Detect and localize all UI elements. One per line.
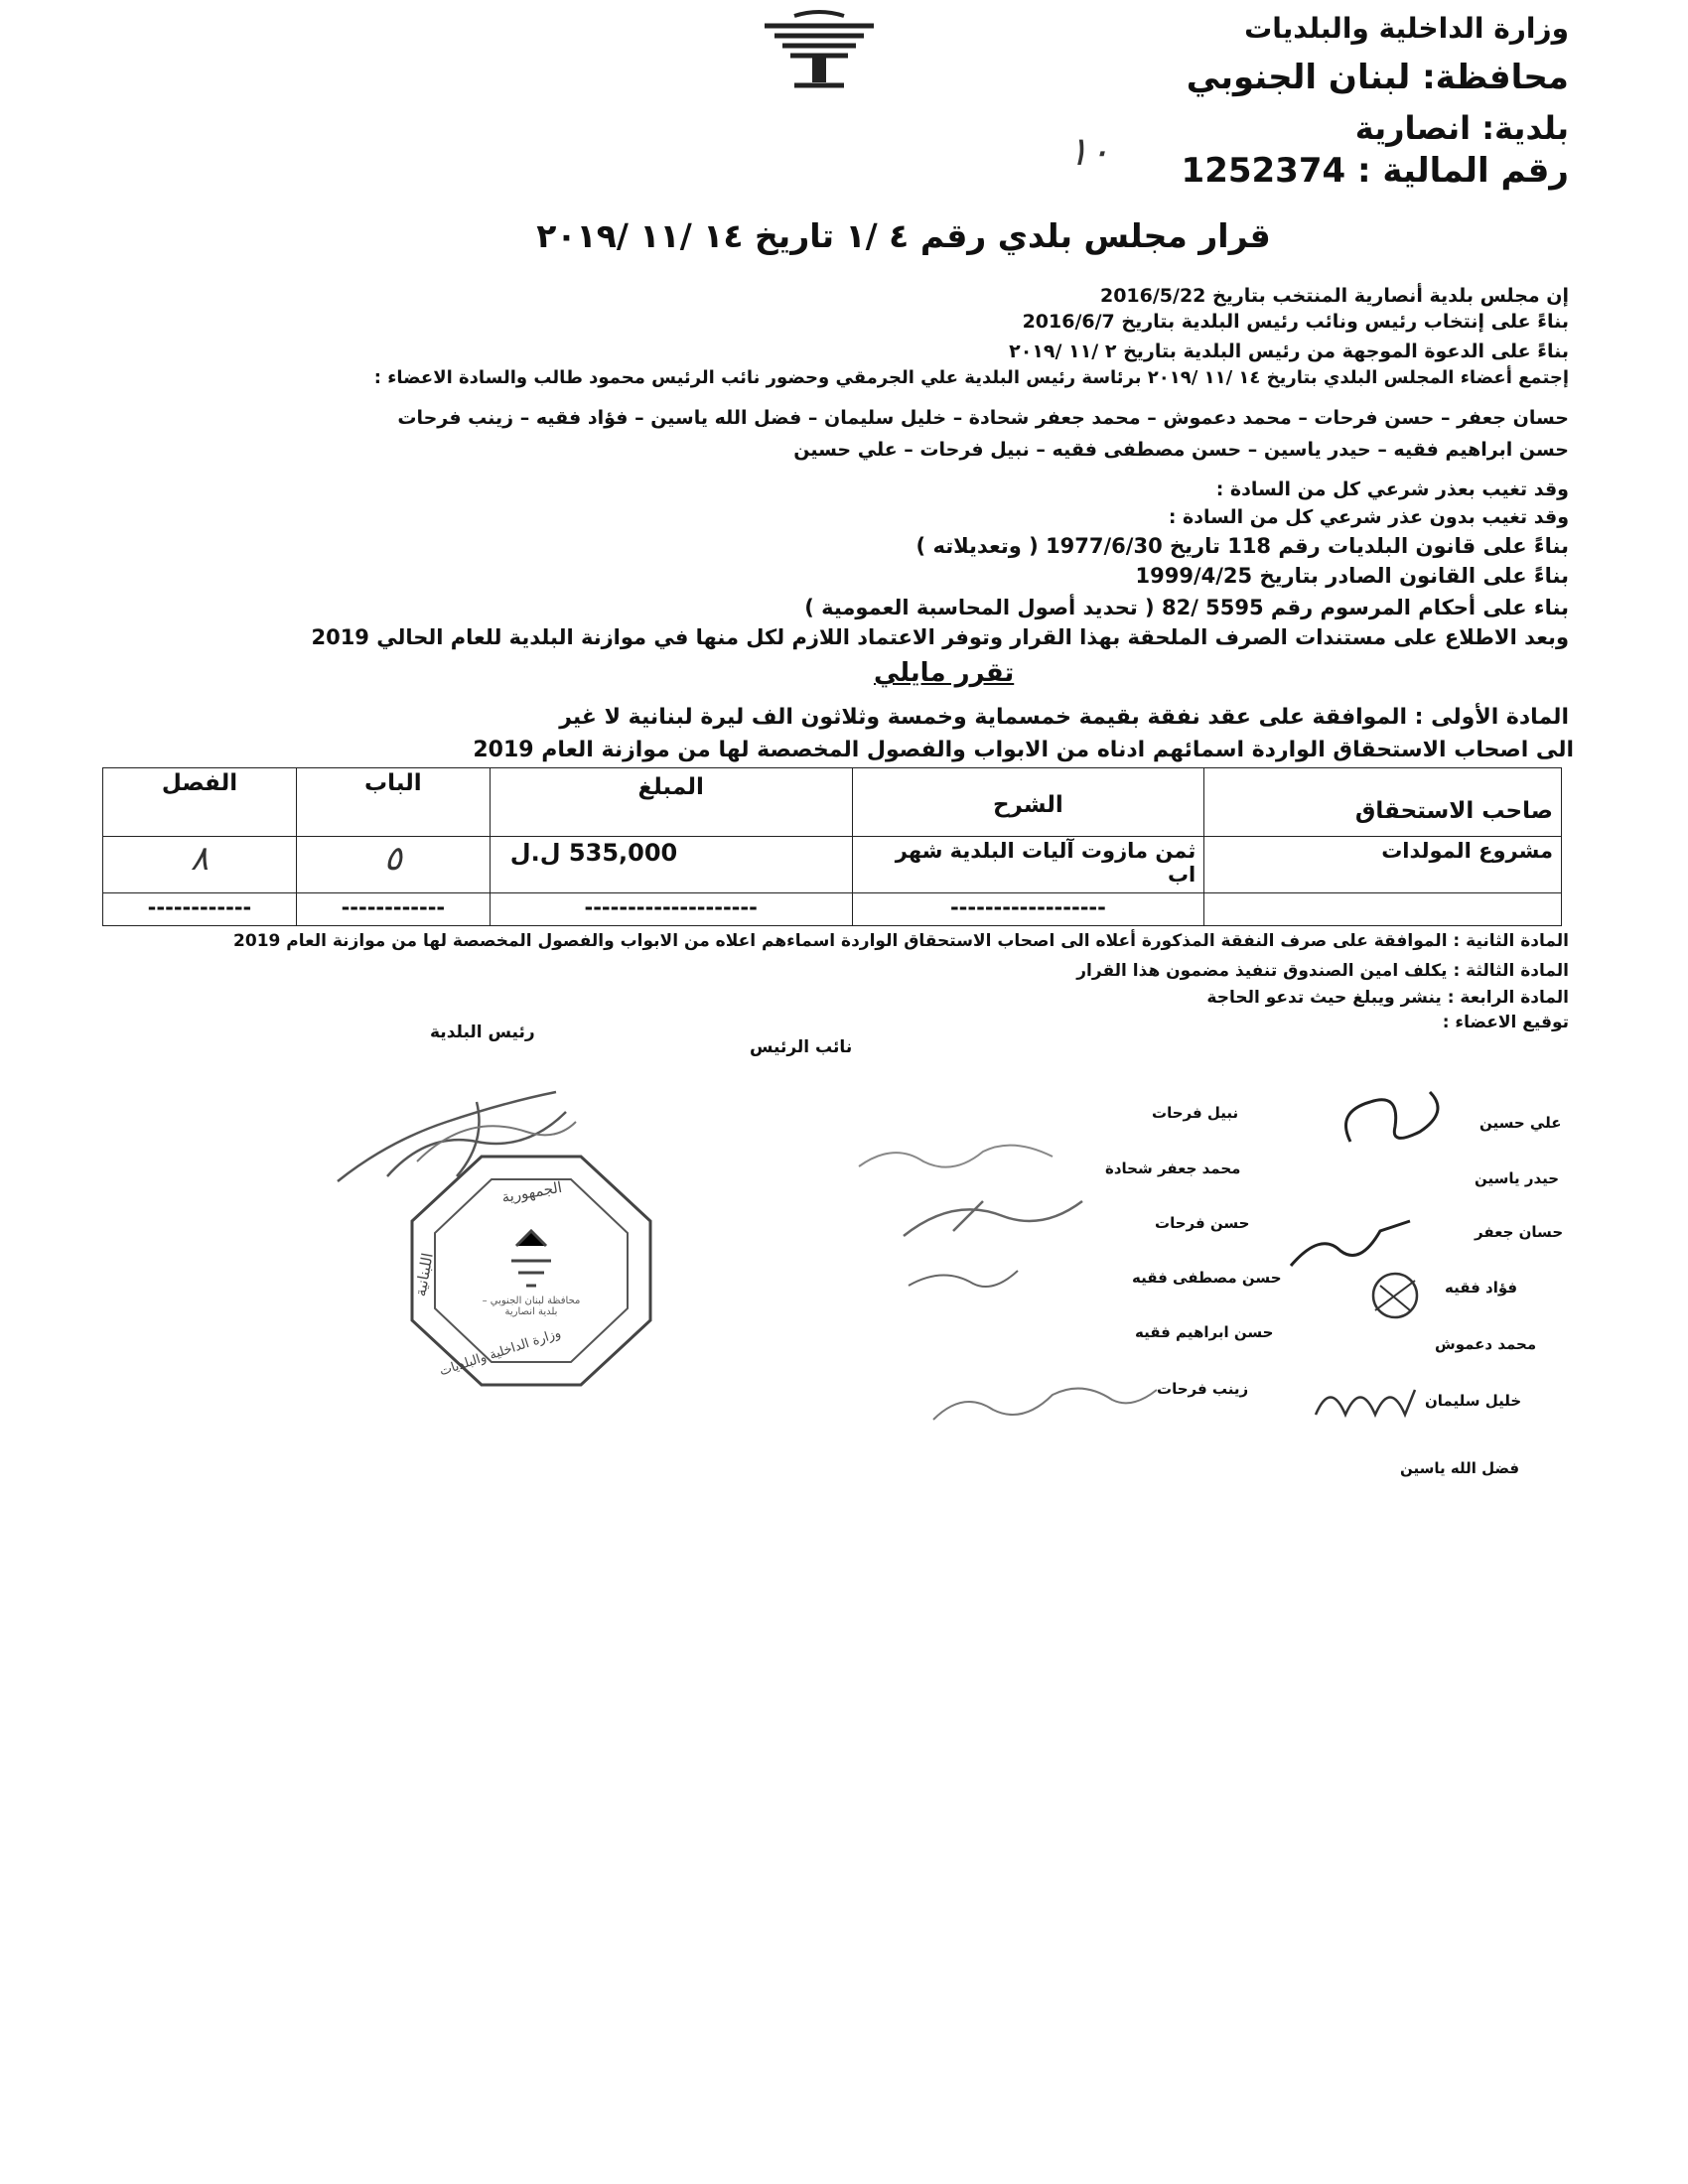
stamp-top-text: الجمهورية (499, 1177, 564, 1207)
article-4: المادة الرابعة : ينشر ويبلغ حيث تدعو الحاجة (1206, 988, 1569, 1008)
table-row (103, 837, 1562, 893)
municipality-name: بلدية: انصارية (1354, 109, 1569, 147)
decision-title: قرار مجلس بلدي رقم ٤ /١ تاريخ ١٤ /١١ /٢٠١٩ (536, 216, 1271, 255)
preamble-line: بناء على أحكام المرسوم رقم 5595 /82 ( تحديد أصول المحاسبة العمومية ) (804, 596, 1569, 619)
preamble-line: وقد تغيب بعذر شرعي كل من السادة : (1215, 478, 1569, 500)
deputy-label: نائب الرئيس (750, 1037, 853, 1057)
stamp-bottom-text: وزارة الداخلية والبلديات (437, 1325, 563, 1380)
cell-amount: -------------------- (490, 893, 852, 926)
signatory-name: حيدر ياسين (1475, 1169, 1560, 1187)
cell-beneficiary (1204, 893, 1562, 926)
signatory-name: حسن مصطفى فقيه (1132, 1269, 1282, 1287)
preamble-line: بناءً على القانون الصادر بتاريخ 1999/4/25 (1135, 564, 1569, 588)
table-header-row (103, 768, 1562, 837)
preamble-line: وبعد الاطلاع على مستندات الصرف الملحقة بهذا القرار وتوفر الاعتماد اللازم لكل منها في موازنة البلدية للعام الحالي 2019 (311, 625, 1569, 649)
header-beneficiary: صاحب الاستحقاق (1204, 768, 1562, 837)
signatory-name: نبيل فرحات (1152, 1104, 1239, 1122)
cell-chapter: ------------ (296, 893, 490, 926)
finance-number: رقم المالية : 1252374 (1181, 151, 1569, 191)
stamp-left-text: اللبنانية (411, 1251, 437, 1298)
governorate-name: محافظة: لبنان الجنوبي (1186, 58, 1569, 97)
stamp-center-text: محافظة لبنان الجنوبي – بلدية انصارية (482, 1296, 581, 1317)
signatory-name: حسن ابراهيم فقيه (1135, 1323, 1274, 1341)
header-section: الفصل (103, 768, 297, 837)
table-row (103, 893, 1562, 926)
article-1-line: المادة الأولى : الموافقة على عقد نفقة بقيمة خمسماية وخمسة وثلاثون الف ليرة لبنانية لا غير (559, 705, 1569, 730)
header-description: الشرح (852, 768, 1204, 837)
signatory-name: حسن فرحات (1155, 1214, 1250, 1232)
signatory-name: فؤاد فقيه (1445, 1279, 1518, 1297)
cedar-emblem-icon (755, 8, 884, 92)
signatory-name: فضل الله ياسين (1400, 1459, 1520, 1477)
cell-amount: 535,000 ل.ل (490, 837, 852, 893)
signature-mark (1331, 1082, 1460, 1152)
signature-mark (854, 1132, 1072, 1181)
cell-section: ٨ (103, 837, 297, 893)
cell-beneficiary: مشروع المولدات (1204, 837, 1562, 893)
preamble-line: بناءً على إنتخاب رئيس ونائب رئيس البلدية بتاريخ 2016/6/7 (1022, 311, 1569, 333)
signatory-name: محمد دعموش (1435, 1335, 1537, 1353)
preamble-line: حسن ابراهيم فقيه – حيدر ياسين – حسن مصطفى فقيه – نبيل فرحات – علي حسين (793, 439, 1569, 461)
preamble-line: بناءً على الدعوة الموجهة من رئيس البلدية بتاريخ ٢ /١١ /٢٠١٩ (1009, 341, 1569, 362)
signature-mark (894, 1186, 1092, 1246)
preamble-line: إن مجلس بلدية أنصارية المنتخب بتاريخ 2016/5/22 (1099, 285, 1569, 307)
mayor-label: رئيس البلدية (430, 1023, 535, 1042)
signature-mark (1311, 1375, 1420, 1425)
article-3: المادة الثالثة : يكلف امين الصندوق تنفيذ مضمون هذا القرار (1076, 961, 1569, 981)
cell-description: ------------------ (852, 893, 1204, 926)
preamble-line: بناءً على قانون البلديات رقم 118 تاريخ 1977/6/30 ( وتعديلاته ) (915, 534, 1569, 558)
header-amount: المبلغ (490, 768, 852, 837)
signatory-name: محمد جعفر شحادة (1105, 1160, 1241, 1177)
article-2: المادة الثانية : الموافقة على صرف النفقة المذكورة أعلاه الى اصحاب الاستحقاق الواردة اسماءهم اعلاه من الابواب والفصول المخصصة لها من موازنة العام 2019 (233, 931, 1569, 951)
signature-mark (904, 1256, 1023, 1296)
decides-heading: تقرر مايلي (874, 658, 1015, 688)
header-chapter: الباب (296, 768, 490, 837)
ministry-name: وزارة الداخلية والبلديات (1244, 12, 1569, 45)
members-signature-label: توقيع الاعضاء : (1442, 1013, 1569, 1032)
cell-section: ------------ (103, 893, 297, 926)
signatory-name: خليل سليمان (1425, 1392, 1522, 1410)
signature-mark (1360, 1266, 1430, 1325)
signature-mark (1281, 1211, 1420, 1271)
signatory-name: علي حسين (1479, 1114, 1562, 1132)
margin-mark: ١٠ (1067, 129, 1110, 175)
preamble-line: حسان جعفر – حسن فرحات – محمد دعموش – محمد جعفر شحادة – خليل سليمان – فضل الله ياسين – فؤاد فقيه – زينب فرحات (397, 407, 1569, 429)
allocation-table (102, 767, 1562, 926)
article-1-line: الى اصحاب الاستحقاق الواردة اسمائهم ادناه من الابواب والفصول المخصصة لها من موازنة العام 2019 (473, 738, 1574, 762)
signature-mark (923, 1370, 1162, 1430)
signatory-name: حسان جعفر (1475, 1223, 1564, 1241)
cell-description: ثمن مازوت آليات البلدية شهر اب (852, 837, 1204, 893)
signatory-name: زينب فرحات (1157, 1380, 1249, 1398)
cell-chapter: ٥ (296, 837, 490, 893)
preamble-line: إجتمع أعضاء المجلس البلدي بتاريخ ١٤ /١١ /٢٠١٩ برئاسة رئيس البلدية علي الجرمقي وحضور نائب الرئيس محمود طالب والسادة الاعضاء : (373, 367, 1569, 388)
preamble-line: وقد تغيب بدون عذر شرعي كل من السادة : (1168, 506, 1569, 528)
